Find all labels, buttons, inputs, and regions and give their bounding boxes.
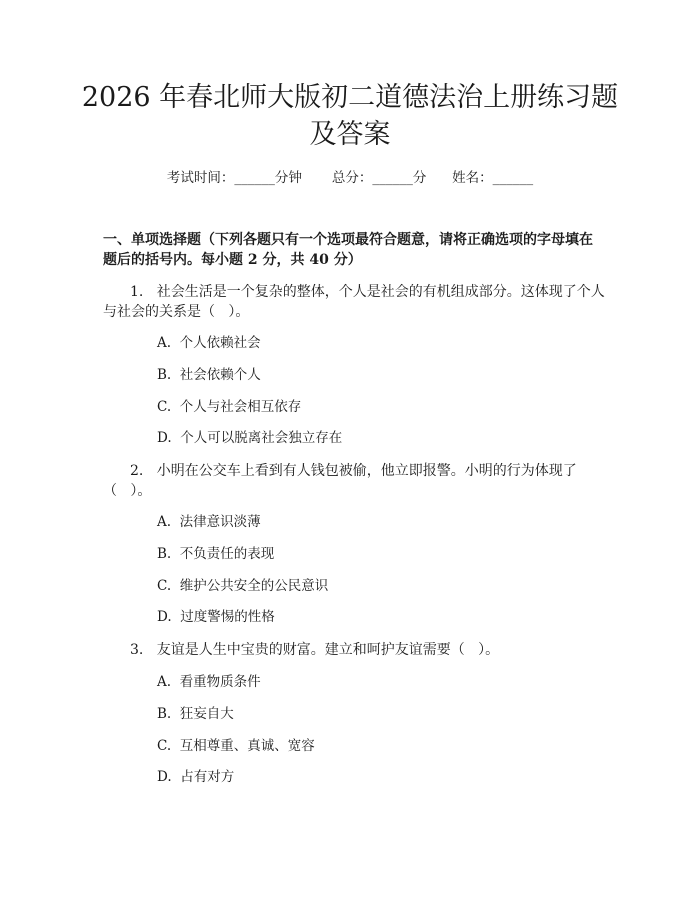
question-1-stem: [130, 282, 605, 302]
question-2-option-a: A. 法律意识淡薄: [157, 514, 261, 530]
time-label: 考试时间：: [166, 170, 235, 186]
time-unit: 分钟: [274, 170, 302, 186]
section-heading-continued: 题后的括号内。每小题 2 分，共 40 分）: [103, 252, 362, 268]
question-3-option-b: B. 狂妄自大: [157, 706, 234, 722]
page-title-continued: 及答案: [309, 119, 391, 150]
question-3-option-c: C. 互相尊重、真诚、宽容: [157, 738, 315, 754]
question-2-stem: [130, 461, 577, 481]
question-3-stem: [130, 640, 499, 660]
question-2-stem-continued: （ ）。: [103, 483, 152, 499]
question-text: 社会生活是一个复杂的整体，个人是社会的有机组成部分。这体现了个人: [156, 284, 605, 300]
question-3-option-d: D. 占有对方: [157, 769, 235, 785]
question-2-option-b: B. 不负责任的表现: [157, 546, 275, 562]
question-number: 2.: [130, 463, 144, 479]
question-text: 友谊是人生中宝贵的财富。建立和呵护友谊需要（ ）。: [156, 642, 500, 658]
score-label: 总分：: [331, 170, 373, 186]
question-text: 小明在公交车上看到有人钱包被偷，他立即报警。小明的行为体现了: [156, 463, 577, 479]
question-2-option-d: D. 过度警惕的性格: [157, 609, 275, 625]
score-unit: 分: [412, 170, 427, 186]
question-1-option-a: A. 个人依赖社会: [157, 335, 261, 351]
score-blank: ______: [372, 170, 413, 186]
name-blank: ______: [492, 170, 534, 186]
question-1-option-b: B. 社会依赖个人: [157, 367, 261, 383]
question-1-stem-continued: 与社会的关系是（ ）。: [103, 304, 250, 320]
question-1-option-c: C. 个人与社会相互依存: [157, 399, 302, 415]
question-number: 1.: [130, 284, 144, 300]
page-title: 2026 年春北师大版初二道德法治上册练习题: [81, 82, 619, 113]
section-heading: 一、单项选择题（下列各题只有一个选项最符合题意，请将正确选项的字母填在: [103, 232, 593, 248]
question-3-option-a: A. 看重物质条件: [157, 674, 261, 690]
question-number: 3.: [130, 642, 144, 658]
time-blank: ______: [234, 170, 275, 186]
question-2-option-c: C. 维护公共安全的公民意识: [157, 578, 329, 594]
name-label: 姓名：: [452, 170, 493, 186]
exam-info-line: [0, 168, 700, 188]
question-1-option-d: D. 个人可以脱离社会独立存在: [157, 430, 343, 446]
